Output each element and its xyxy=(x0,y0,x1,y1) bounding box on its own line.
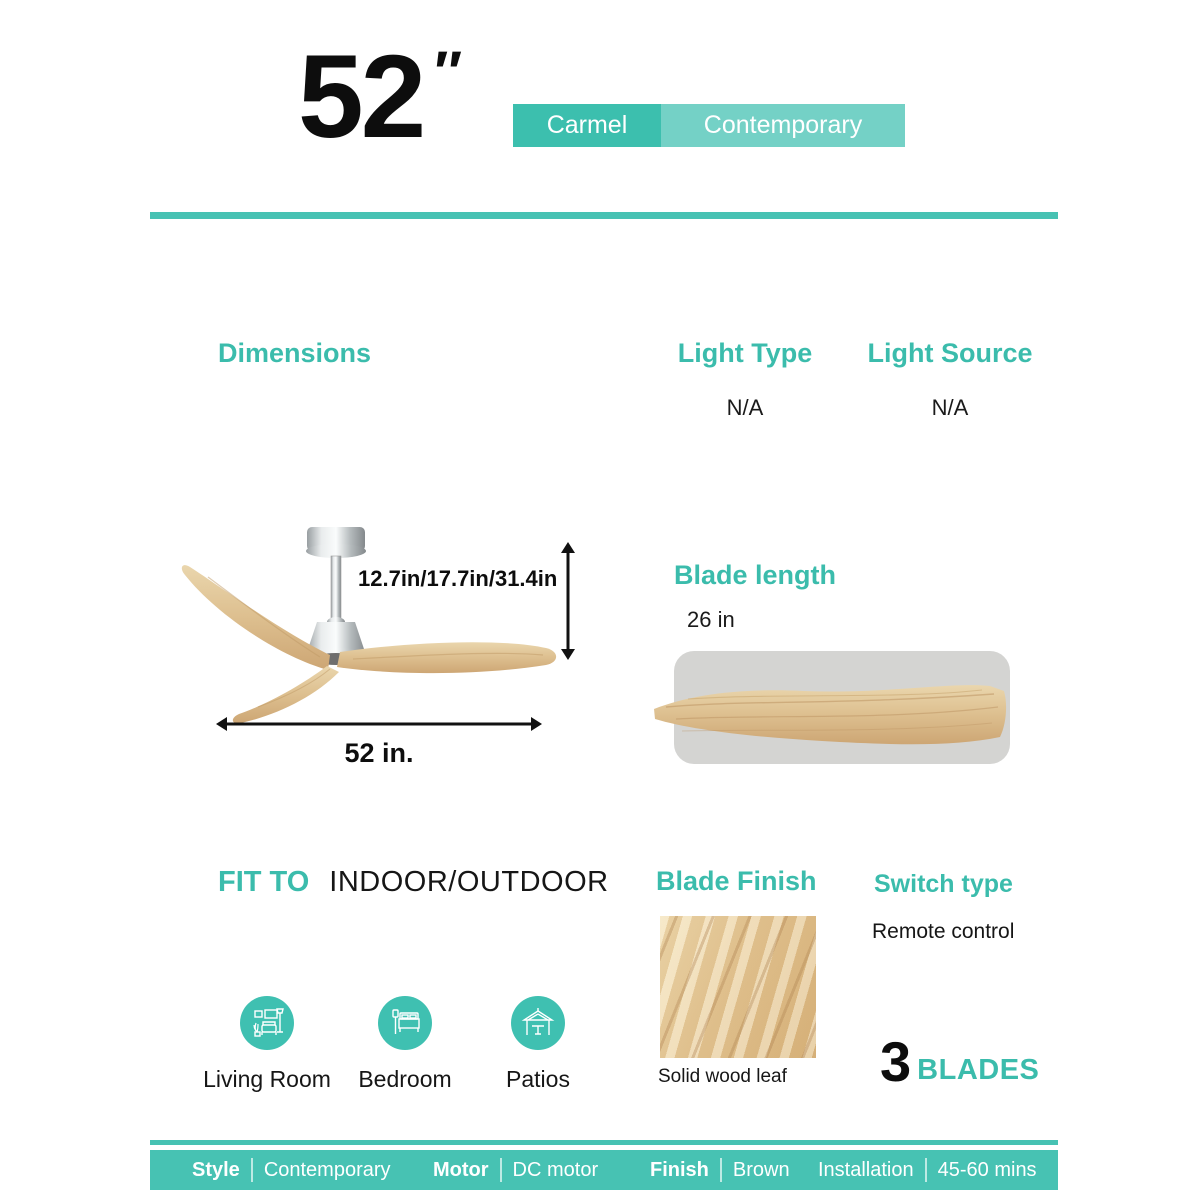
room-label: Living Room xyxy=(203,1066,331,1092)
room-bedroom xyxy=(330,996,480,1093)
patio-icon xyxy=(511,996,565,1050)
series-badge xyxy=(513,104,905,147)
footer-separator xyxy=(925,1158,927,1182)
width-dimension-arrow xyxy=(216,714,542,734)
series-style: Contemporary xyxy=(703,111,863,139)
header-divider xyxy=(150,212,1058,219)
blade-length-title: Blade length xyxy=(674,560,837,590)
fit-to-label: FIT TO xyxy=(218,866,310,898)
height-dimension-arrow xyxy=(556,542,580,660)
footer-label: Installation xyxy=(818,1158,914,1181)
fan-size-headline xyxy=(298,31,460,163)
fit-to-value: INDOOR/OUTDOOR xyxy=(329,866,609,898)
light-type-value: N/A xyxy=(726,395,764,420)
footer-separator xyxy=(500,1158,502,1182)
inch-mark: ″ xyxy=(431,40,460,105)
dimensions-title: Dimensions xyxy=(218,338,372,368)
bedroom-icon xyxy=(378,996,432,1050)
switch-type-title: Switch type xyxy=(874,870,1013,898)
footer-label: Style xyxy=(192,1158,240,1181)
fit-to-row xyxy=(218,866,609,899)
footer-value: Contemporary xyxy=(263,1158,391,1181)
light-source-label: Light Source xyxy=(867,338,1033,368)
switch-type-value: Remote control xyxy=(872,920,1015,943)
blade-count-value: 3 xyxy=(880,1030,912,1093)
blade-finish-caption: Solid wood leaf xyxy=(658,1066,787,1087)
blade-length-value: 26 in xyxy=(687,607,735,632)
footer-separator xyxy=(720,1158,722,1182)
blade-count-row xyxy=(880,1030,1040,1093)
footer-item-motor xyxy=(433,1150,598,1190)
footer-item-installation xyxy=(818,1150,1037,1190)
light-type-block xyxy=(655,338,835,421)
footer-separator xyxy=(251,1158,253,1182)
series-style-chip xyxy=(661,104,905,147)
footer-label: Motor xyxy=(433,1158,489,1181)
blade-finish-title: Blade Finish xyxy=(656,866,817,896)
blade-illustration xyxy=(652,645,1017,770)
footer-item-finish xyxy=(650,1150,790,1190)
wood-finish-swatch xyxy=(660,916,816,1058)
room-living xyxy=(192,996,342,1093)
footer-accent-line xyxy=(150,1140,1058,1145)
light-type-label: Light Type xyxy=(677,338,813,368)
fan-size-value: 52 xyxy=(298,31,424,163)
footer-value: 45-60 mins xyxy=(937,1158,1037,1181)
room-patios xyxy=(463,996,613,1093)
footer-value: DC motor xyxy=(512,1158,599,1181)
width-dimension-label: 52 in. xyxy=(344,738,414,768)
height-dimension-label: 12.7in/17.7in/31.4in xyxy=(358,566,558,591)
light-source-value: N/A xyxy=(931,395,969,420)
footer-spec-bar xyxy=(150,1150,1058,1190)
footer-label: Finish xyxy=(650,1158,709,1181)
room-label: Patios xyxy=(506,1066,570,1092)
series-name-chip xyxy=(513,104,661,147)
footer-value: Brown xyxy=(732,1158,790,1181)
light-source-block xyxy=(850,338,1050,421)
footer-item-style xyxy=(192,1150,391,1190)
living-room-icon xyxy=(240,996,294,1050)
room-label: Bedroom xyxy=(358,1066,452,1092)
series-name: Carmel xyxy=(546,111,628,139)
blade-count-label: BLADES xyxy=(917,1054,1040,1086)
